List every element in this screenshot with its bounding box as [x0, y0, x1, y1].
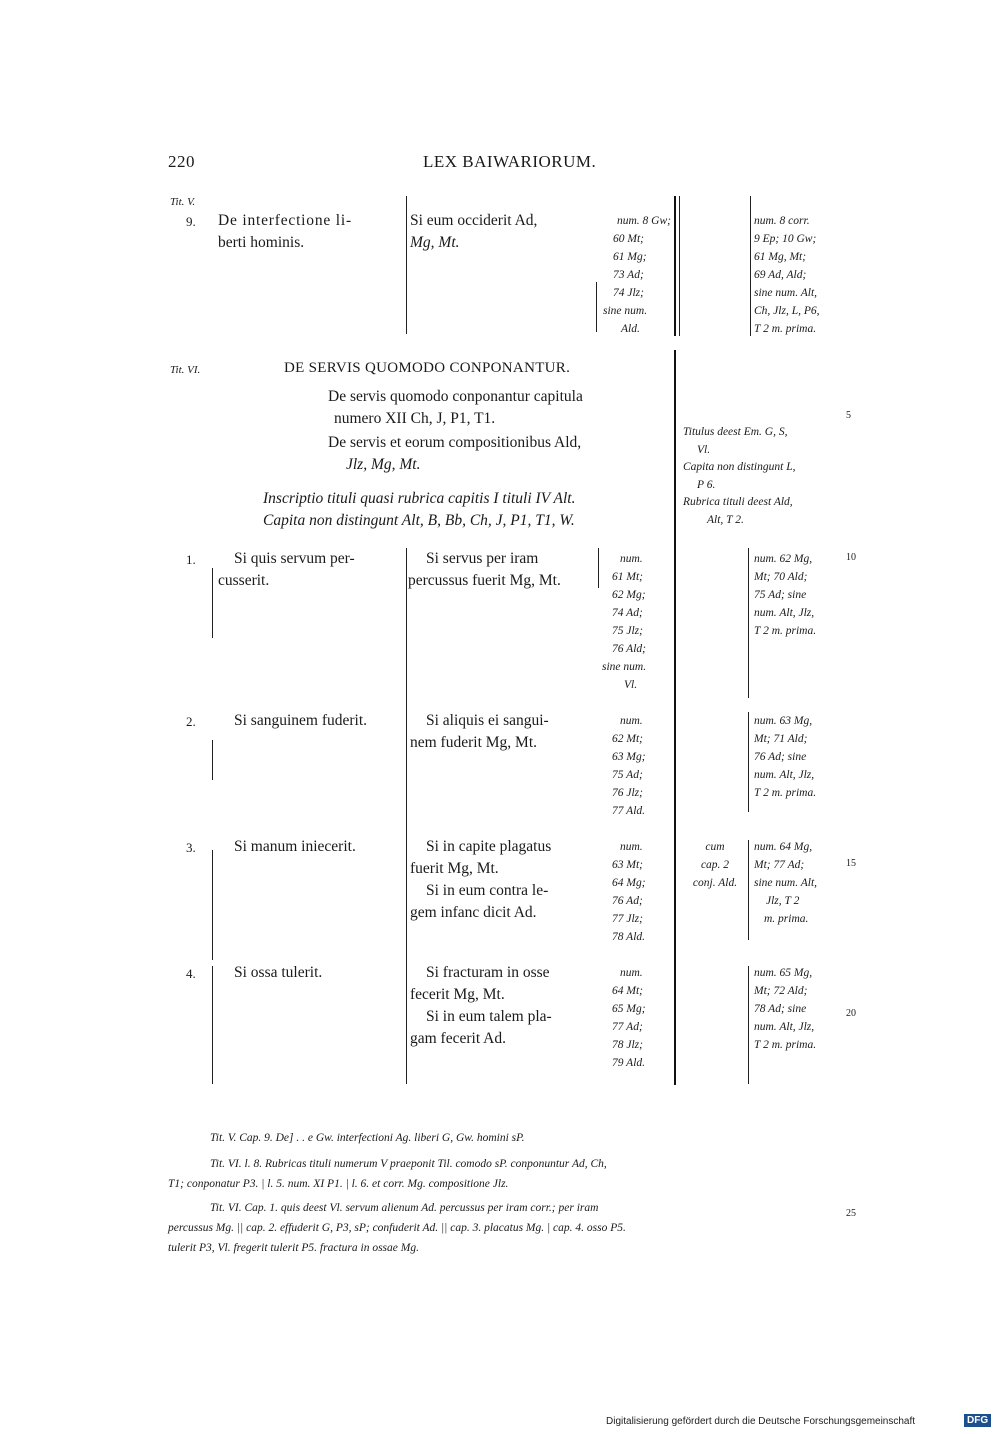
variant-line: gam fecerit Ad. — [410, 1030, 506, 1047]
funding-text: Digitalisierung gefördert durch die Deutsche Forschungsgemeinschaft — [606, 1416, 916, 1427]
tit5-cap9-number: 9. — [186, 214, 196, 229]
variant-line: Si eum occiderit Ad, — [410, 212, 538, 229]
num-line: 62 Mg; — [612, 589, 646, 601]
tit5-cap9-numbers — [597, 212, 671, 338]
variant-line: Si aliquis ei sangui- — [426, 712, 549, 729]
footnote: Tit. V. Cap. 9. De] . . e Gw. interfectioni Ag. liberi G, Gw. homini sP. — [210, 1132, 525, 1144]
cap2-title — [234, 710, 406, 732]
cap2-number: 2. — [186, 714, 196, 729]
title-line: Si ossa tulerit. — [234, 964, 323, 981]
tit6-intro-1 — [312, 386, 674, 430]
cap4-right — [754, 964, 846, 1054]
mid-line: cum — [705, 841, 725, 853]
title-line: berti hominis. — [218, 234, 305, 251]
intro-line: Jlz, Mg, Mt. — [346, 456, 421, 473]
tit6-intro-2 — [312, 432, 674, 476]
num-line: num. — [620, 553, 643, 565]
title-line: Si quis servum per- — [234, 550, 355, 567]
variant-line: fuerit Mg, Mt. — [410, 860, 499, 877]
footnotes — [168, 1128, 848, 1258]
rule — [748, 548, 749, 698]
right-line: sine num. Alt, — [754, 287, 818, 299]
right-line: T 2 m. prima. — [754, 625, 817, 637]
title-line: cusserit. — [218, 572, 270, 589]
cap2-numbers — [602, 712, 670, 820]
rule — [596, 282, 597, 332]
cap4-number: 4. — [186, 966, 196, 981]
rule — [679, 196, 680, 336]
cap2-right — [754, 712, 846, 802]
num-line: 64 Mt; — [612, 985, 643, 997]
footnote: tulerit P3, Vl. fregerit tulerit P5. fractura in ossae Mg. — [168, 1242, 419, 1254]
footnote: percussus Mg. || cap. 2. effuderit G, P3, sP; confuderit Ad. || cap. 3. placatus Mg. | cap. 4. osso P5. — [168, 1222, 626, 1234]
cap4-variant — [410, 962, 600, 1050]
num-line: 64 Mg; — [612, 877, 646, 889]
right-line: num. Alt, Jlz, — [754, 769, 815, 781]
tit5-cap9-title — [218, 210, 403, 254]
margin-line-number: 20 — [846, 1008, 856, 1019]
variant-line: Si in eum contra le- — [426, 882, 549, 899]
tit5-cap9-right — [754, 212, 854, 338]
right-line: 75 Ad; sine — [754, 589, 807, 601]
right-line: T 2 m. prima. — [754, 323, 817, 335]
tit5-cap9-variant — [410, 210, 600, 254]
cap3-number: 3. — [186, 840, 196, 855]
num-line: 77 Ald. — [612, 805, 646, 817]
right-line: T 2 m. prima. — [754, 787, 817, 799]
tit6-intro-3 — [263, 488, 673, 532]
side-note-line: Rubrica tituli deest Ald, — [683, 496, 793, 508]
tit6-heading: DE SERVIS QUOMODO CONPONANTUR. — [284, 360, 571, 376]
right-line: 69 Ad, Ald; — [754, 269, 807, 281]
tit6-label: Tit. VI. — [170, 364, 201, 376]
variant-line: Mg, Mt. — [410, 234, 460, 251]
footnote: T1; conponatur P3. | l. 5. num. XI P1. | l. 6. et corr. Mg. compositione Jlz. — [168, 1178, 509, 1190]
rule — [674, 350, 676, 1085]
cap1-number: 1. — [186, 552, 196, 567]
right-line: 78 Ad; sine — [754, 1003, 807, 1015]
title-line: Si sanguinem fuderit. — [234, 712, 368, 729]
right-line: num. Alt, Jlz, — [754, 607, 815, 619]
mid-line: cap. 2 — [700, 859, 730, 871]
num-line: 76 Ad; — [612, 895, 643, 907]
variant-line: Si servus per iram — [426, 550, 539, 567]
rule — [748, 712, 749, 812]
num-line: 60 Mt; — [613, 233, 644, 245]
num-line: 61 Mt; — [612, 571, 643, 583]
right-line: num. 65 Mg, — [754, 967, 813, 979]
side-note-line: Vl. — [697, 443, 711, 456]
num-line: 78 Ald. — [612, 931, 646, 943]
dfg-logo: DFG — [964, 1414, 991, 1427]
right-line: Ch, Jlz, L, P6, — [754, 305, 820, 317]
intro-line: De servis et eorum compositionibus Ald, — [328, 434, 582, 451]
right-line: Jlz, T 2 — [766, 895, 800, 907]
cap1-variant — [408, 548, 598, 592]
cap1-right — [754, 550, 846, 640]
rule — [406, 196, 407, 334]
num-line: Ald. — [621, 323, 640, 335]
num-line: 62 Mt; — [612, 733, 643, 745]
intro-line: Capita non distingunt Alt, B, Bb, Ch, J, P1, T1, W. — [263, 512, 575, 529]
num-line: 75 Ad; — [612, 769, 643, 781]
num-line: 61 Mg; — [613, 251, 647, 263]
num-line: 74 Ad; — [612, 607, 643, 619]
margin-line-number: 15 — [846, 858, 856, 869]
tit5-label: Tit. V. — [170, 196, 196, 208]
side-note-line: Titulus deest Em. G, S, — [683, 426, 788, 438]
num-line: num. 8 Gw; — [617, 215, 671, 227]
mid-line: conj. Ald. — [692, 877, 738, 889]
title-line: Si manum iniecerit. — [234, 838, 356, 855]
rule — [750, 196, 751, 336]
variant-line: nem fuderit Mg, Mt. — [410, 734, 537, 751]
cap3-variant — [410, 836, 600, 924]
right-line: Mt; 70 Ald; — [754, 571, 808, 583]
num-line: Vl. — [624, 679, 638, 691]
right-line: num. 62 Mg, — [754, 553, 813, 565]
rule — [212, 966, 213, 1084]
right-line: Mt; 72 Ald; — [754, 985, 808, 997]
variant-line: fecerit Mg, Mt. — [410, 986, 505, 1003]
footnote: Tit. VI. l. 8. Rubricas tituli numerum V praeponit Til. comodo sP. conponuntur Ad, Ch, — [210, 1158, 607, 1170]
right-line: sine num. Alt, — [754, 877, 818, 889]
cap1-title — [218, 548, 403, 592]
num-line: 79 Ald. — [612, 1057, 646, 1069]
footnote: Tit. VI. Cap. 1. quis deest Vl. servum alienum Ad. percussus per iram corr.; per iram — [210, 1202, 599, 1214]
rule — [212, 568, 213, 638]
right-line: num. 8 corr. — [754, 215, 810, 227]
num-line: 63 Mt; — [612, 859, 643, 871]
side-note-line: Capita non distingunt L, — [683, 461, 796, 473]
rule — [212, 740, 213, 780]
num-line: 76 Ald; — [612, 643, 646, 655]
intro-line: De servis quomodo conponantur capitula — [328, 388, 583, 405]
cap2-variant — [410, 710, 600, 754]
right-line: 9 Ep; 10 Gw; — [754, 233, 817, 245]
running-title: LEX BAIWARIORUM. — [423, 152, 597, 171]
right-line: Mt; 71 Ald; — [754, 733, 808, 745]
right-line: 76 Ad; sine — [754, 751, 807, 763]
right-line: 61 Mg, Mt; — [754, 251, 807, 263]
margin-line-number: 5 — [846, 410, 851, 421]
cap1-numbers — [602, 550, 670, 694]
num-line: 73 Ad; — [613, 269, 644, 281]
num-line: 77 Jlz; — [612, 913, 643, 925]
num-line: num. — [620, 841, 643, 853]
num-line: 65 Mg; — [612, 1003, 646, 1015]
variant-line: Si in capite plagatus — [426, 838, 552, 855]
cap3-numbers — [602, 838, 670, 946]
right-line: num. 64 Mg, — [754, 841, 813, 853]
margin-line-number: 25 — [846, 1208, 856, 1219]
right-line: T 2 m. prima. — [754, 1039, 817, 1051]
variant-line: Si in eum talem pla- — [426, 1008, 552, 1025]
num-line: 78 Jlz; — [612, 1039, 643, 1051]
variant-line: percussus fuerit Mg, Mt. — [408, 572, 561, 589]
side-note-line: P 6. — [697, 478, 716, 491]
title-line: De interfectione li- — [218, 212, 352, 229]
rule — [748, 966, 749, 1084]
num-line: 63 Mg; — [612, 751, 646, 763]
rule — [212, 850, 213, 960]
tit6-side-notes — [683, 424, 848, 529]
cap3-mid — [680, 838, 750, 892]
right-line: num. Alt, Jlz, — [754, 1021, 815, 1033]
right-line: num. 63 Mg, — [754, 715, 813, 727]
num-line: 75 Jlz; — [612, 625, 643, 637]
page-number: 220 — [168, 152, 195, 171]
rule — [406, 548, 407, 1084]
rule — [748, 840, 749, 940]
num-line: num. — [620, 715, 643, 727]
num-line: 77 Ad; — [612, 1021, 643, 1033]
cap3-title — [234, 836, 406, 858]
num-line: sine num. — [602, 661, 647, 673]
rule — [598, 548, 599, 588]
variant-line: Si fracturam in osse — [426, 964, 550, 981]
variant-line: gem infanc dicit Ad. — [410, 904, 537, 921]
rule — [674, 196, 676, 336]
num-line: 74 Jlz; — [613, 287, 644, 299]
cap4-numbers — [602, 964, 670, 1072]
intro-line: Inscriptio tituli quasi rubrica capitis I tituli IV Alt. — [263, 490, 576, 507]
side-note-line: Alt, T 2. — [707, 513, 744, 526]
num-line: sine num. — [603, 305, 648, 317]
cap3-right — [754, 838, 846, 928]
num-line: num. — [620, 967, 643, 979]
margin-line-number: 10 — [846, 552, 856, 563]
intro-line: numero XII Ch, J, P1, T1. — [334, 410, 496, 427]
cap4-title — [234, 962, 406, 984]
right-line: Mt; 77 Ad; — [754, 859, 805, 871]
right-line: m. prima. — [764, 913, 809, 925]
num-line: 76 Jlz; — [612, 787, 643, 799]
